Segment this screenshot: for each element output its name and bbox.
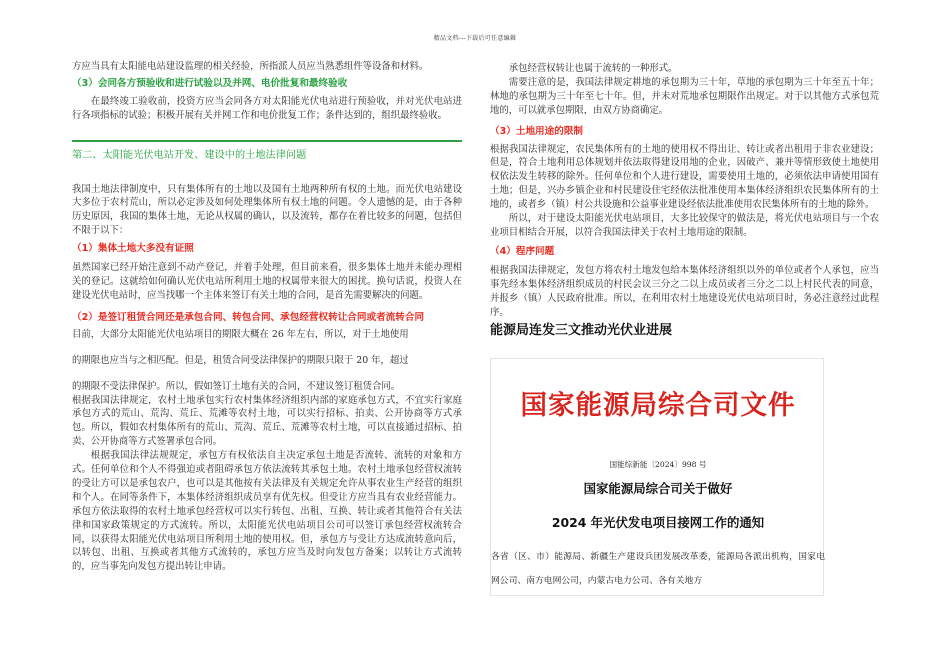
section-title-land: 第二、太阳能光伏电站开发、建设中的土地法律问题	[72, 149, 307, 161]
document-header: 国家能源局综合司文件	[520, 390, 796, 421]
paragraph-contracting: 根据我国法律规定，农村土地承包实行农村集体经济组织内部的家庭承包方式，不宜实行家庭承包方式的荒山、荒沟、荒丘、荒滩等农村土地，可以实行招标、拍卖、公开协商等方式承包。所以，假如农村集体所有的荒山、荒沟、荒丘、荒滩等农村土地，可以直接通过招标、拍卖、公开协商等方式签署承包合同。	[72, 394, 462, 448]
section-divider	[72, 140, 462, 142]
document-title-line-2: 2024 年光伏发电项目接网工作的通知	[551, 515, 765, 530]
news-title: 能源局连发三文推动光伏业进展	[490, 323, 673, 339]
paragraph-land-use: 根据我国法律规定，农民集体所有的土地的使用权不得出让、转让或者出租用于非农业建设；但是，符合土地利用总体规划并依法取得建设用地的企业，因破产、兼并等情形致使土地使用权依法发生转移的除外。任何单位和个人进行建设，需要使用土地的，必须依法申请使用国有土地；但是，兴办乡镇企业和村民建设住宅经依法批准使用本集体经济组织农民集体所有的土地的，或者乡（镇）村公共设施和公益事业建设经依法批准使用农民集体所有的土地的除外。	[490, 143, 879, 211]
right-column	[490, 62, 879, 338]
paragraph-land-use-conclusion: 所以，对于建设太阳能光伏电站项目，大多比较保守的做法是，将光伏电站项目与一个农业项目相结合开展，以符合我国法律关于农村土地用途的限制。	[490, 213, 879, 238]
paragraph-procedure: 根据我国法律规定，发包方将农村土地发包给本集体经济组织以外的单位或者个人承包，应当事先经本集体经济组织成员的村民会议三分之二以上成员或者三分之二以上村民代表的同意，并报乡（镇）人民政府批准。所以，在利用农村土地建设光伏电站项目时，务必注意经过此程序。	[490, 264, 879, 318]
left-column	[72, 60, 462, 574]
paragraph-transfer: 根据我国法律法规规定，承包方有权依法自主决定承包土地是否流转、流转的对象和方式。任何单位和个人不得强迫或者阻碍承包方依法流转其承包土地。农村土地承包经营权流转的受让方可以是承包农户，也可以是其他按有关法律及有关规定允许从事农业生产经营的组织和个人。在同等条件下，本集体经济组织成员享有优先权。但受让方应当具有农业经营能力。承包方依法取得的农村土地承包经营权可以实行转包、出租、互换、转让或者其他符合有关法律和国家政策规定的方式流转。所以，太阳能光伏电站项目公司可以签订承包经营权流转合同，以获得太阳能光伏电站项目所利用土地的使用权。但，承包方与受让方达成流转意向后，以转包、出租、互换或者其他方式流转的，承包方应当及时向发包方备案；以转让方式流转的，应当事先向发包方提出转让申请。	[72, 450, 462, 573]
page-header-note: 精品文档---下载后可任意编辑	[433, 35, 517, 42]
paragraph-term-1: 目前，大部分太阳能光伏电站项目的期限大概在 26 年左右，所以，对于土地使用	[72, 328, 409, 340]
document-number: 国能综新能〔2024〕998 号	[609, 460, 707, 469]
paragraph-acceptance: 在最终竣工验收前，投资方应当会同各方对太阳能光伏电站进行预验收，并对光伏电站进行各项指标的试验；积极开展有关并网工作和电价批复工作；条件达到的，组织最终验收。	[72, 95, 462, 121]
paragraph-land-law: 我国土地法律制度中，只有集体所有的土地以及国有土地两种所有权的土地。而光伏电站建设大多位于农村荒山，所以必定涉及如何处理集体所有权土地的问题。令人遗憾的是，由于各种历史原因，我国的集体土地，无论从权属的确认，以及流转，都存在着比较多的问题，包括但不限于以下：	[72, 183, 462, 237]
heading-contract-type: （2）是签订租赁合同还是承包合同、转包合同、承包经营权转让合同或者流转合同	[72, 311, 425, 323]
heading-land-use: （3）土地用途的限制	[490, 125, 584, 137]
heading-procedure: （4）程序问题	[490, 245, 555, 257]
paragraph-contract-period: 需要注意的是，我国法律规定耕地的承包期为三十年，草地的承包期为三十年至五十年；林地的承包期为三十年至七十年。但，并未对荒地承包期限作出规定。对于以其他方式承包荒地的，可以就承包期限，由双方协商确定。	[490, 76, 879, 116]
heading-acceptance: （3）会同各方预验收和进行试验以及并网、电价批复和最终验收	[72, 77, 348, 89]
official-document-image	[490, 358, 824, 596]
paragraph-term-2: 的期限也应当与之相匹配。但是，租赁合同受法律保护的期限只限于 20 年，超过	[72, 354, 409, 366]
paragraph-no-certificate: 虽然国家已经开始注意到不动产登记，并着手处理，但目前来看，很多集体土地并未能办理相关的登记。这就给如何确认光伏电站所利用土地的权属带来很大的困扰。换句话说，投资人在建设光伏电站时，应当找哪一个主体来签订有关土地的合同，是首先需要解决的问题。	[72, 262, 462, 301]
paragraph-transfer-cont: 承包经营权转让也属于流转的一种形式。	[508, 63, 678, 74]
document-addressees: 各省（区、市）能源局、新疆生产建设兵团发展改革委，能源局各派出机构，国家电网公司、南方电网公司，内蒙古电力公司、各有关地方	[491, 552, 825, 586]
paragraph-term-3: 的期限不受法律保护。所以，假如签订土地有关的合同，不建议签订租赁合同。	[72, 380, 401, 392]
heading-no-certificate: （1）集体土地大多没有证照	[72, 243, 194, 255]
paragraph-intro: 方应当具有太阳能电站建设监理的相关经验，所指派人员应当熟悉组件等设备和材料。	[72, 61, 429, 72]
document-title-line-1: 国家能源局综合司关于做好	[583, 481, 733, 496]
